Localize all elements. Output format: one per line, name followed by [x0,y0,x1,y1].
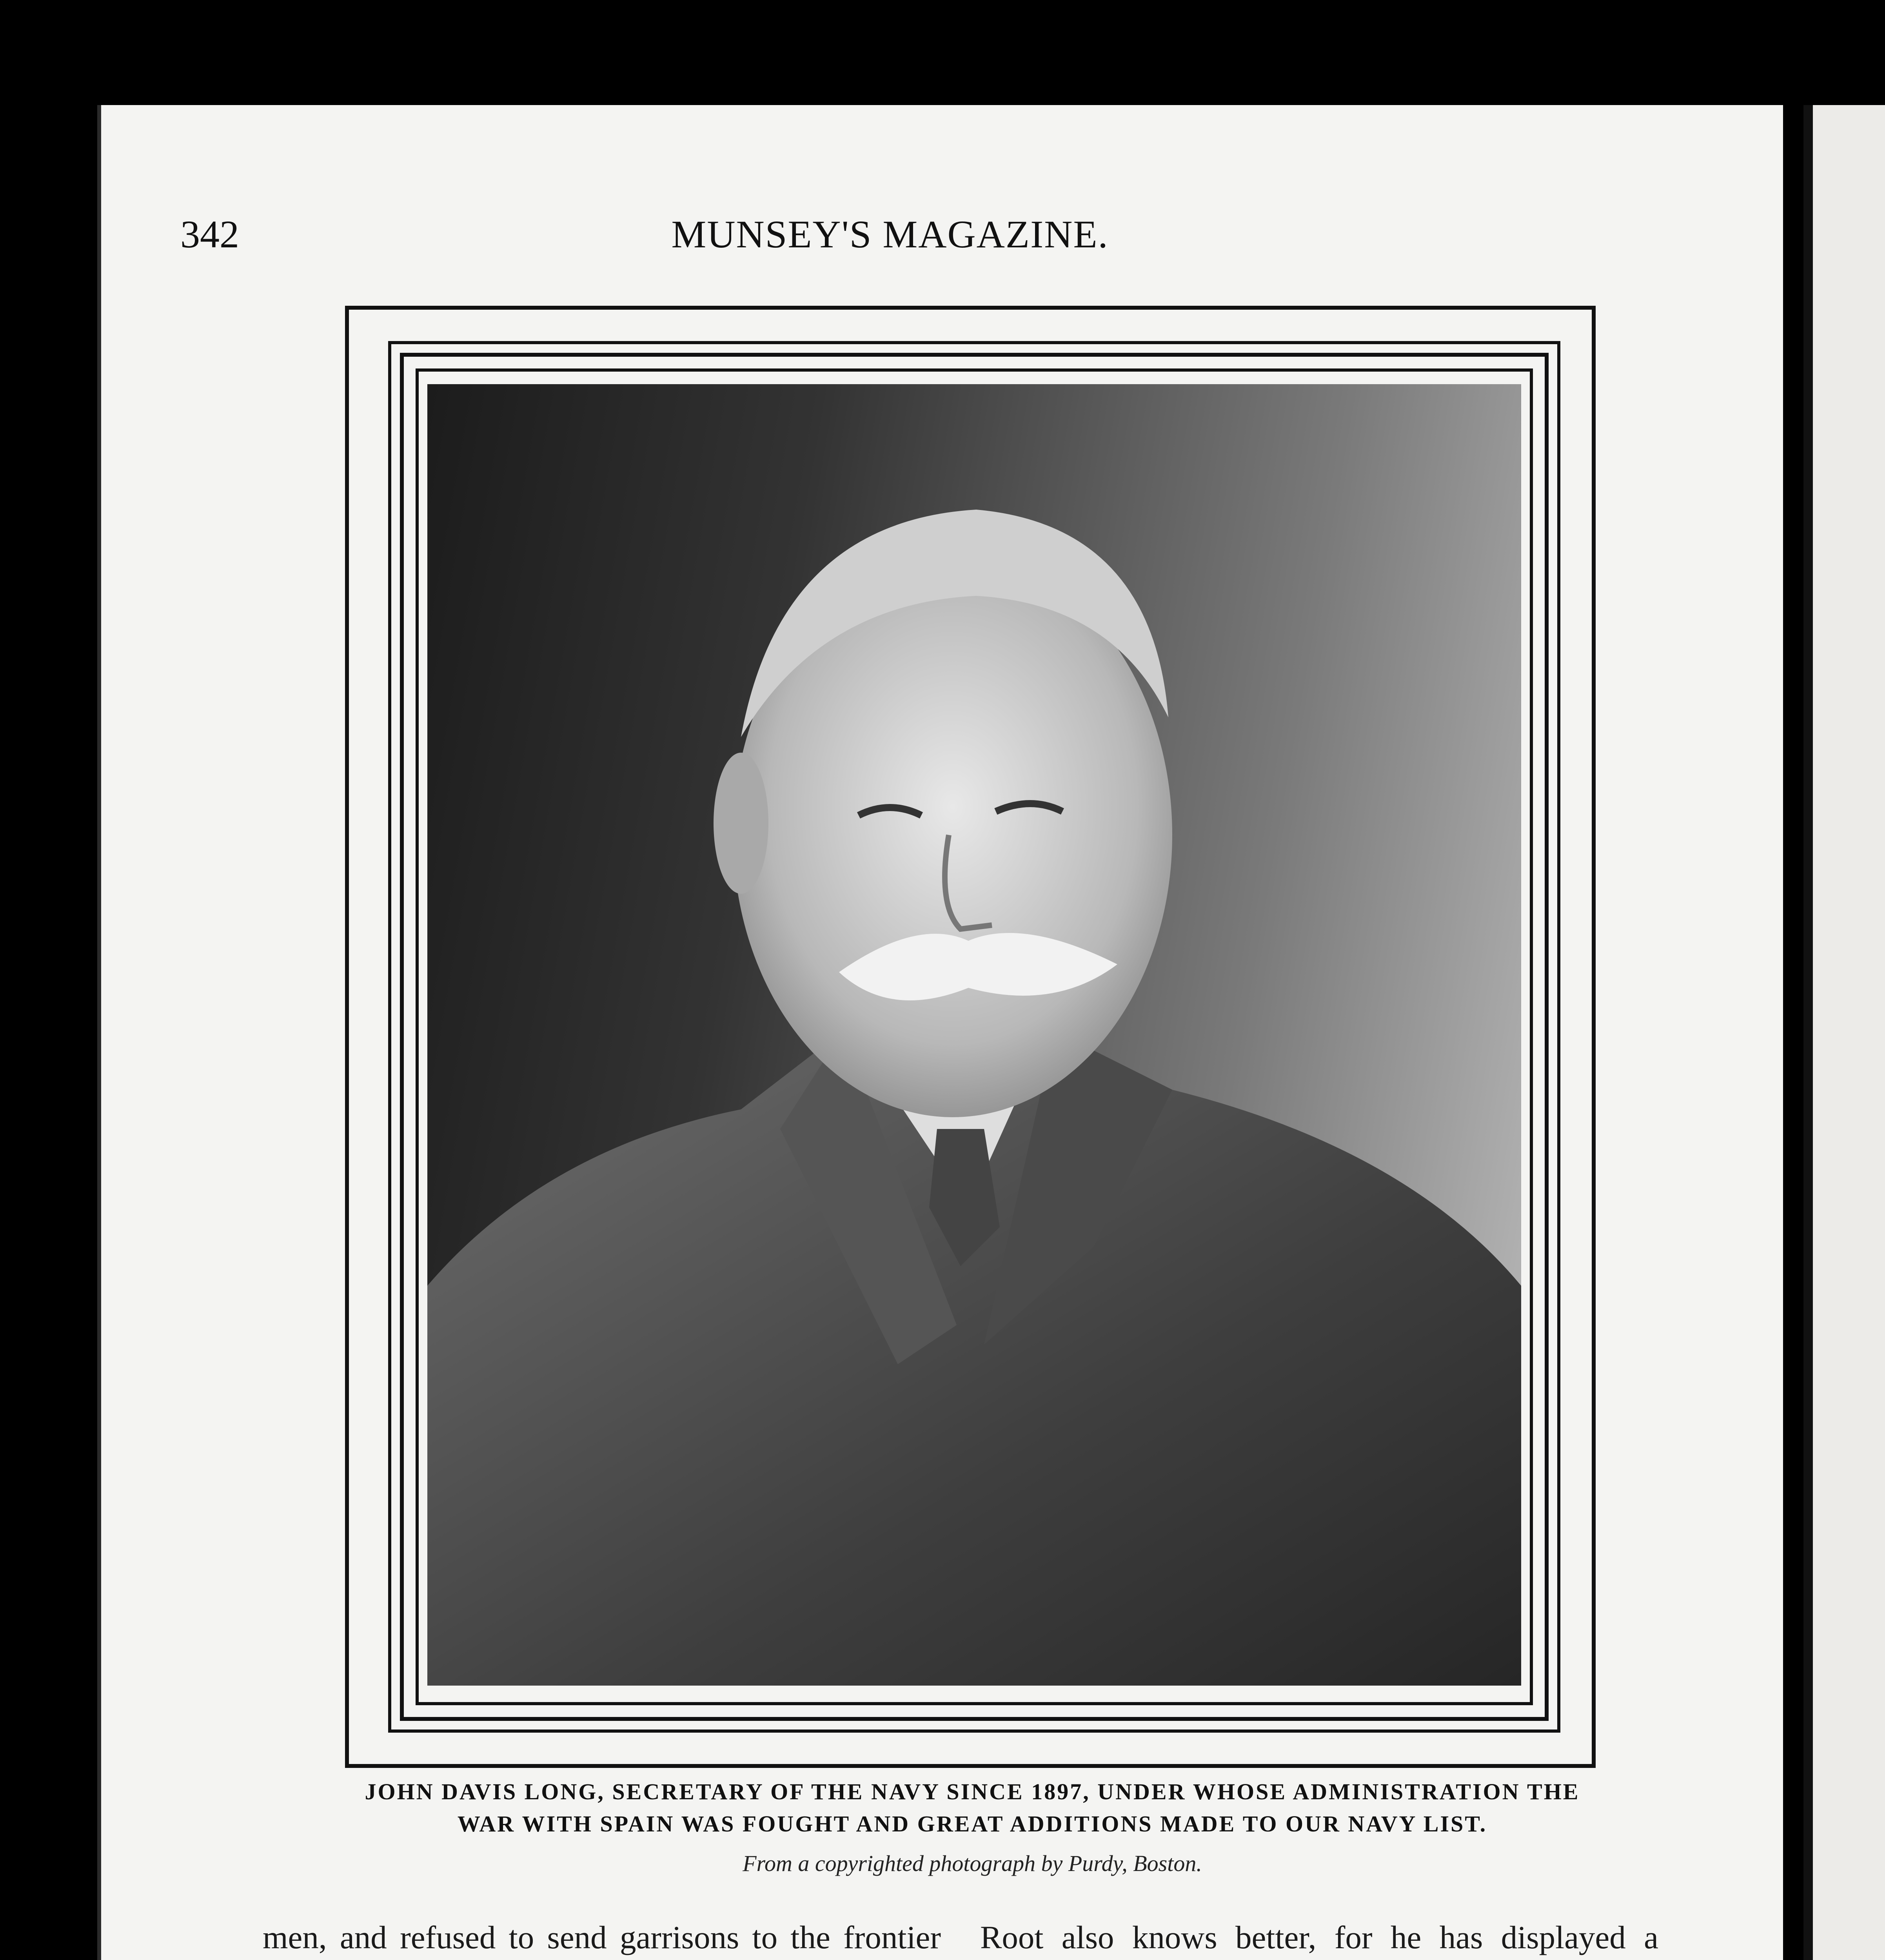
portrait-illustration [427,384,1521,1686]
figure-caption: JOHN DAVIS LONG, SECRETARY OF THE NAVY SINCE 1897, UNDER WHOSE ADMINISTRATION THE WAR WITH SPAIN WAS FOUGHT AND GREAT ADDITIONS MADE TO OUR NAVY LIST. [365,1779,1580,1837]
paragraph: Root also knows better, for he has displayed a [980,1919,1658,1955]
portrait-photograph [427,384,1521,1686]
facing-page-edge [1803,105,1885,1960]
text-column-left [263,1917,941,1960]
photo-credit: From a copyrighted photograph by Purdy, Boston. [743,1851,1202,1876]
page-number: 342 [180,212,239,256]
paragraph: men, and refused to send garrisons to the frontier [263,1919,941,1955]
page-header [180,212,1600,267]
running-title: MUNSEY'S MAGAZINE. [671,212,1109,256]
text-column-right [980,1917,1658,1960]
